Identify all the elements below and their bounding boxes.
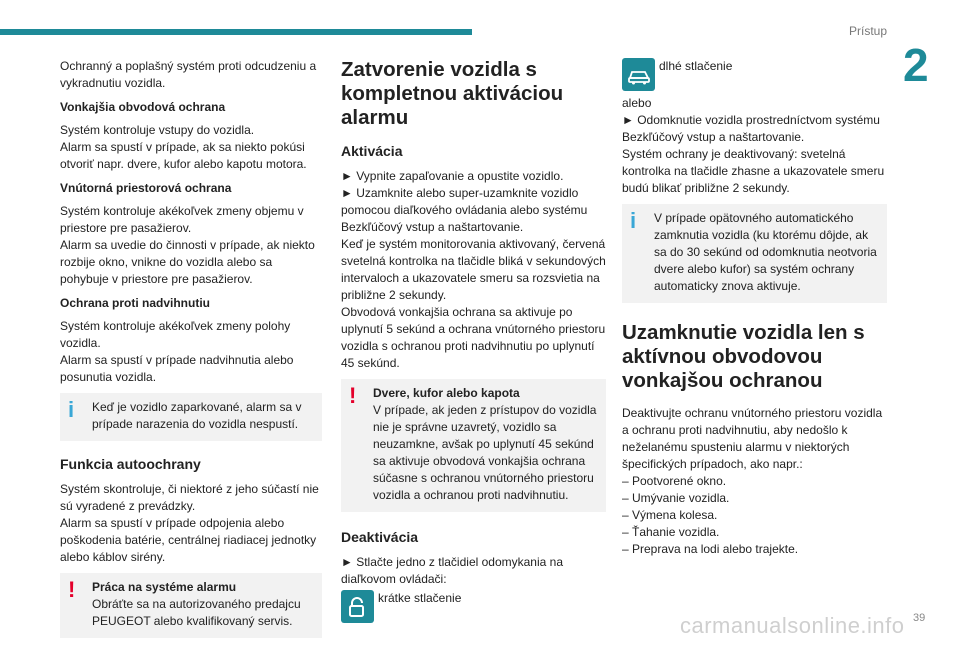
- self-protection-heading: Funkcia autoochrany: [60, 456, 201, 472]
- tilt-protection-heading: Ochrana proti nadvihnutiu: [60, 296, 211, 310]
- intro-text: Ochranný a poplašný systém proti odcudzeniu a vykradnutiu vozidla.: [60, 59, 317, 90]
- exterior-protection-text: [60, 122, 322, 173]
- deactivation-heading: Deaktivácia: [341, 529, 419, 545]
- interior-protection-text: [60, 203, 322, 288]
- activation-step-1: ► Vypnite zapaľovanie a opustite vozidlo.: [341, 169, 564, 183]
- interior-protection-text-2: Alarm sa uvedie do činnosti v prípade, ak niekto rozbije okno, vnikne do vozidla alebo sa pohybuje v priestore pre pasažierov.: [60, 238, 315, 286]
- activation-text-2: Obvodová vonkajšia ochrana sa aktivuje po uplynutí 5 sekúnd a ochrana vnútorného priestoru vozidla s ochranou proti nadvihnutiu po uplynutí 45 sekúnd.: [341, 305, 606, 370]
- unlock-text: [622, 95, 887, 197]
- exterior-protection-text-1: Systém kontroluje vstupy do vozidla.: [60, 123, 255, 137]
- warning-title: Práca na systéme alarmu: [92, 580, 237, 594]
- warning-box-doors: [341, 379, 606, 512]
- perimeter-lock-heading: Uzamknutie vozidla len s aktívnou obvodovou vonkajšou ochranou: [622, 321, 865, 392]
- tilt-protection-text-2: Alarm sa spustí v prípade nadvihnutia alebo posunutia vozidla.: [60, 353, 294, 384]
- activation-steps: [341, 168, 606, 372]
- list-item: – Umývanie vozidla.: [622, 491, 730, 505]
- column-left: [60, 58, 322, 648]
- activation-heading: Aktivácia: [341, 143, 403, 159]
- self-protection-text: [60, 481, 322, 566]
- list-item: – Preprava na lodi alebo trajekte.: [622, 542, 799, 556]
- exclamation-icon: !: [68, 577, 76, 602]
- warning-text: Obráťte sa na autorizovaného predajcu PEUGEOT alebo kvalifikovaný servis.: [92, 597, 301, 628]
- activation-step-2: ► Uzamknite alebo super-uzamknite vozidlo pomocou diaľkového ovládania alebo systému Bezkľúčový vstup a naštartovanie.: [341, 186, 588, 234]
- list-item: – Ťahanie vozidla.: [622, 525, 720, 539]
- chapter-number: 2: [903, 39, 929, 91]
- exterior-protection-heading: Vonkajšia obvodová ochrana: [60, 100, 226, 114]
- warning-doors-title: Dvere, kufor alebo kapota: [373, 386, 520, 400]
- or-label: alebo: [622, 96, 652, 110]
- page-number: 39: [913, 612, 926, 624]
- interior-protection-heading: Vnútorná priestorová ochrana: [60, 181, 232, 195]
- perimeter-text: Deaktivujte ochranu vnútorného priestoru vozidla a ochranu proti nadvihnutiu, aby nedošlo k neželanému spusteniu alarmu v niektorých špecifických prípadoch, ako napr.:: [622, 406, 883, 471]
- exterior-protection-text-2: Alarm sa spustí v prípade, ak sa niekto pokúsi otvoriť napr. dvere, kufor alebo kapotu motora.: [60, 140, 307, 171]
- self-protection-text-1: Systém skontroluje, či niektoré z jeho súčastí nie sú vyradené z prevádzky.: [60, 482, 319, 513]
- info-box-relock: [622, 204, 887, 303]
- info-icon: i: [68, 397, 75, 422]
- self-protection-text-2: Alarm sa spustí v prípade odpojenia alebo poškodenia batérie, centrálnej riadiacej jednotky alebo káblov sirény.: [60, 516, 317, 564]
- column-middle: [341, 58, 606, 627]
- car-icon: [622, 58, 655, 91]
- column-right: [622, 58, 887, 558]
- unlock-padlock-icon: [341, 590, 374, 623]
- warning-box: [60, 573, 322, 638]
- short-press-row: [341, 590, 606, 623]
- activation-text-1: Keď je systém monitorovania aktivovaný, červená svetelná kontrolka na tlačidle bliká v sekundových intervaloch a ukazovatele smeru sa rozsvietia na približne 2 sekundy.: [341, 237, 606, 302]
- interior-protection-text-1: Systém kontroluje akékoľvek zmeny objemu v priestore pre pasažierov.: [60, 204, 304, 235]
- short-press-label: krátke stlačenie: [378, 591, 462, 605]
- long-press-label: dlhé stlačenie: [659, 59, 733, 73]
- warning-doors-text: V prípade, ak jeden z prístupov do vozidla nie je správne uzavretý, vozidlo sa neuzamkne, avšak po uplynutí 45 sekúnd sa aktivuje obvodová vonkajšia ochrana súčasne s ochranou vnútorného priestoru vozidla a ochranou proti nadvihnutiu.: [373, 403, 597, 502]
- deactivation-text: Systém ochrany je deaktivovaný: svetelná kontrolka na tlačidle zhasne a ukazovatele smeru budú blikať približne 2 sekundy.: [622, 147, 885, 195]
- unlock-step: ► Odomknutie vozidla prostredníctvom systému Bezkľúčový vstup a naštartovanie.: [622, 113, 880, 144]
- tilt-protection-text-1: Systém kontroluje akékoľvek zmeny polohy vozidla.: [60, 319, 291, 350]
- list-item: – Pootvorené okno.: [622, 474, 727, 488]
- section-name: Prístup: [848, 24, 887, 38]
- tilt-protection-text: [60, 318, 322, 386]
- header-accent-bar: [0, 29, 472, 35]
- situations-list: [622, 473, 887, 558]
- long-press-row: [622, 58, 887, 91]
- exclamation-icon: !: [349, 383, 357, 408]
- full-alarm-heading: Zatvorenie vozidla s kompletnou aktiváciou alarmu: [341, 58, 564, 129]
- watermark: carmanualsonline.info: [680, 613, 905, 638]
- info-icon: i: [630, 208, 637, 233]
- info-box: [60, 393, 322, 441]
- info-relock-text: V prípade opätovného automatického zamknutia vozidla (ku ktorému dôjde, ak sa do 30 sekúnd od odomknutia neotvoria dvere alebo kufor) sa systém ochrany automaticky znova aktivuje.: [654, 211, 877, 293]
- deactivation-step: ► Stlačte jedno z tlačidiel odomykania na diaľkovom ovládači:: [341, 555, 563, 586]
- info-box-text: Keď je vozidlo zaparkované, alarm sa v prípade narazenia do vozidla nespustí.: [92, 400, 302, 431]
- list-item: – Výmena kolesa.: [622, 508, 718, 522]
